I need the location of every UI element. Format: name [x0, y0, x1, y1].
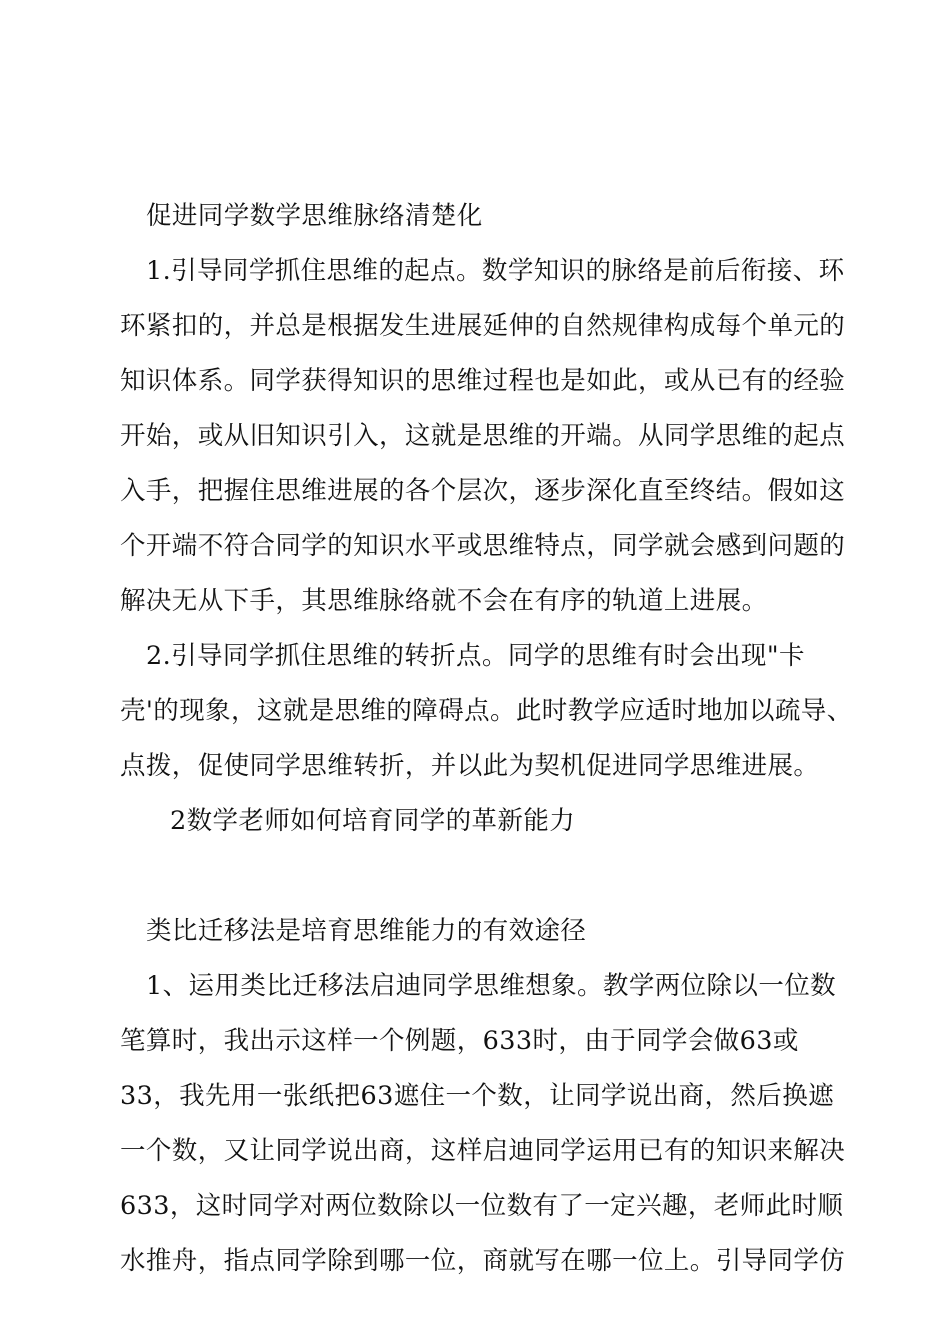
- paragraph-line: 点拨，促使同学思维转折，并以此为契机促进同学思维进展。: [120, 751, 820, 781]
- paragraph-line: 环紧扣的，并总是根据发生进展延伸的自然规律构成每个单元的: [120, 311, 846, 341]
- paragraph-line: 1.引导同学抓住思维的起点。数学知识的脉络是前后衔接、环: [146, 256, 845, 286]
- paragraph-line: 入手，把握住思维进展的各个层次，逐步深化直至终结。假如这: [120, 476, 846, 506]
- paragraph-line: 633，这时同学对两位数除以一位数有了一定兴趣，老师此时顺: [120, 1191, 844, 1221]
- paragraph-line: 笔算时，我出示这样一个例题，633时，由于同学会做63或: [120, 1026, 799, 1056]
- section-heading: 类比迁移法是培育思维能力的有效途径: [146, 916, 587, 946]
- paragraph-line: 壳'的现象，这就是思维的障碍点。此时教学应适时地加以疏导、: [120, 696, 853, 726]
- paragraph-line: 水推舟，指点同学除到哪一位，商就写在哪一位上。引导同学仿: [120, 1246, 846, 1276]
- paragraph-line: 33，我先用一张纸把63遮住一个数，让同学说出商，然后换遮: [120, 1081, 834, 1111]
- paragraph-line: 知识体系。同学获得知识的思维过程也是如此，或从已有的经验: [120, 366, 846, 396]
- paragraph-line: 1、运用类比迁移法启迪同学思维想象。教学两位除以一位数: [146, 971, 837, 1001]
- paragraph-line: 开始，或从旧知识引入，这就是思维的开端。从同学思维的起点: [120, 421, 846, 451]
- paragraph-line: 解决无从下手，其思维脉络就不会在有序的轨道上进展。: [120, 586, 768, 616]
- section-heading: 促进同学数学思维脉络清楚化: [146, 201, 483, 231]
- paragraph-line: 2.引导同学抓住思维的转折点。同学的思维有时会出现"卡: [146, 641, 805, 671]
- paragraph-line: 个开端不符合同学的知识水平或思维特点，同学就会感到问题的: [120, 531, 846, 561]
- paragraph-line: 一个数，又让同学说出商，这样启迪同学运用已有的知识来解决: [120, 1136, 846, 1166]
- section-title: 2数学老师如何培育同学的革新能力: [170, 806, 576, 836]
